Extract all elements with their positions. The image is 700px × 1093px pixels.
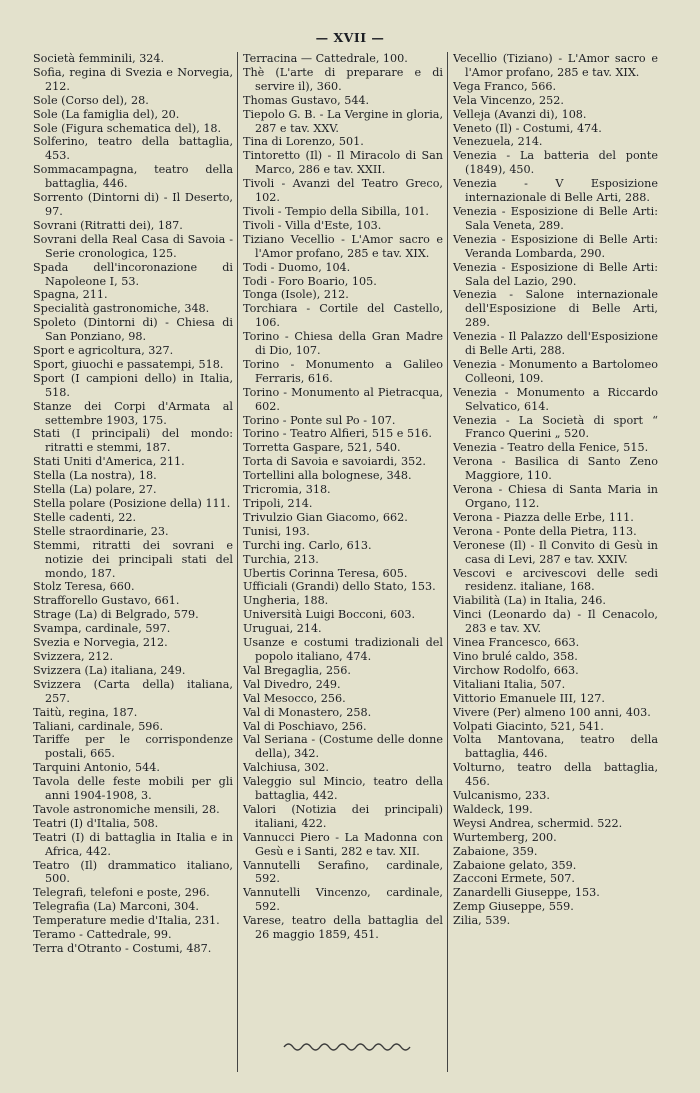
index-entry: Tortellini alla bolognese, 348.	[243, 469, 412, 483]
index-entry: Val Bregaglia, 256.	[243, 663, 351, 677]
index-entry: Società femminili, 324.	[33, 52, 165, 65]
index-entry: Sport e agricoltura, 327.	[33, 344, 174, 358]
index-entry: Tavola delle feste mobili per gli anni 1904-1908, 3.	[33, 775, 233, 803]
index-column-1	[33, 52, 233, 1075]
index-entry: Taitù, regina, 187.	[33, 705, 138, 719]
index-entry: Tavole astronomiche mensili, 28.	[33, 802, 220, 816]
index-entry: Torino - Monumento a Galileo Ferraris, 616.	[243, 357, 443, 385]
index-entry: Temperature medie d'Italia, 231.	[33, 914, 220, 928]
index-entry: Solferino, teatro della battaglia, 453.	[33, 135, 233, 163]
index-entry: Sole (La famiglia del), 20.	[33, 107, 180, 121]
index-entry: Vinci (Leonardo da) - Il Cenacolo, 283 e tav. XV.	[453, 608, 658, 636]
index-entry: Stelle straordinarie, 23.	[33, 524, 169, 538]
index-entry: Tonga (Isole), 212.	[243, 288, 349, 302]
index-entry: Sport (I campioni dello) in Italia, 518.	[33, 371, 233, 399]
index-entry: Telegrafi, telefoni e poste, 296.	[33, 886, 210, 900]
index-entry: Valori (Notizia dei principali) italiani, 422.	[243, 802, 443, 830]
index-entry: Zacconi Ermete, 507.	[453, 872, 575, 886]
index-entry: Usanze e costumi tradizionali del popolo italiano, 474.	[243, 636, 443, 663]
index-entry: Vela Vincenzo, 252.	[453, 93, 564, 107]
index-entry: Vannutelli Serafino, cardinale, 592.	[243, 858, 443, 886]
index-entry: Venezia - Esposizione di Belle Arti: Sala Veneta, 289.	[453, 204, 658, 232]
index-entry: Taliani, cardinale, 596.	[33, 719, 164, 733]
index-entry: Val Seriana - (Costume delle donne della), 342.	[243, 733, 443, 761]
index-entry: Venezia - Esposizione di Belle Arti: Veranda Lombarda, 290.	[453, 232, 658, 260]
index-entry: Tripoli, 214.	[243, 497, 313, 510]
index-entry: Virchow Rodolfo, 663.	[453, 663, 579, 677]
index-entry: Ungheria, 188.	[243, 594, 329, 608]
index-entry: Zabaione gelato, 359.	[453, 858, 577, 872]
index-entry: Tina di Lorenzo, 501.	[243, 135, 364, 149]
index-entry: Torino - Monumento al Pietracqua, 602.	[243, 385, 443, 413]
index-entry: Sport, giuochi e passatempi, 518.	[33, 357, 224, 371]
index-entry: Stella (La nostra), 18.	[33, 469, 157, 483]
index-entry: Svampa, cardinale, 597.	[33, 622, 171, 636]
index-entry: Stolz Teresa, 660.	[33, 580, 135, 594]
index-entry: Verona - Basilica di Santo Zeno Maggiore, 110.	[453, 455, 658, 483]
index-entry: Thomas Gustavo, 544.	[243, 93, 370, 107]
index-entry: Spoleto (Dintorni di) - Chiesa di San Ponziano, 98.	[33, 316, 233, 344]
index-entry: Valchiusa, 302.	[243, 761, 329, 775]
index-entry: Torino - Chiesa della Gran Madre di Dio, 107.	[243, 330, 443, 358]
index-entry: Sofia, regina di Svezia e Norvegia, 212.	[33, 65, 233, 93]
index-entry: Torino - Ponte sul Po - 107.	[243, 413, 396, 427]
index-entry: Vittorio Emanuele III, 127.	[453, 691, 605, 705]
index-entry: Zanardelli Giuseppe, 153.	[453, 886, 600, 900]
index-entry: Terracina — Cattedrale, 100.	[243, 52, 408, 65]
index-entry: Teatri (I) di battaglia in Italia e in Africa, 442.	[33, 830, 233, 858]
index-entry: Velleja (Avanzi di), 108.	[453, 107, 587, 121]
index-entry: Stati Uniti d'America, 211.	[33, 455, 185, 469]
index-entry: Vescovi e arcivescovi delle sedi residenz. italiane, 168.	[453, 566, 658, 594]
index-entry: Venezia - Monumento a Riccardo Selvatico, 614.	[453, 385, 658, 413]
index-entry: Stelle cadenti, 22.	[33, 510, 137, 524]
index-entry: Zemp Giuseppe, 559.	[453, 900, 574, 914]
index-entry: Vivere (Per) almeno 100 anni, 403.	[453, 705, 651, 719]
index-entry: Terra d'Otranto - Costumi, 487.	[33, 942, 212, 955]
index-entry: Venezia - V Esposizione internazionale di Belle Arti, 288.	[453, 177, 658, 205]
index-entry: Val Divedro, 249.	[243, 677, 341, 691]
index-entry: Sovrani (Ritratti dei), 187.	[33, 218, 183, 232]
index-entry: Vitaliani Italia, 507.	[453, 677, 566, 691]
index-entry: Sommacampagna, teatro della battaglia, 446.	[33, 163, 233, 191]
index-entry: Venezia - La batteria del ponte (1849), 450.	[453, 149, 658, 177]
index-entry: Venezia - Monumento a Bartolomeo Colleoni, 109.	[453, 357, 658, 385]
index-entry: Volturno, teatro della battaglia, 456.	[453, 761, 658, 789]
index-entry: Valeggio sul Mincio, teatro della battaglia, 442.	[243, 775, 443, 803]
index-entry: Verona - Ponte della Pietra, 113.	[453, 524, 637, 538]
index-entry: Tintoretto (Il) - Il Miracolo di San Marco, 286 e tav. XXII.	[243, 149, 443, 177]
index-entry: Svizzera (Carta della) italiana, 257.	[33, 677, 233, 705]
index-entry: Uruguai, 214.	[243, 622, 322, 636]
index-entry: Sole (Figura schematica del), 18.	[33, 121, 222, 135]
index-entry: Viabilità (La) in Italia, 246.	[453, 594, 606, 608]
index-entry: Tariffe per le corrispondenze postali, 665.	[33, 733, 233, 761]
index-entry: Stella (La) polare, 27.	[33, 483, 157, 497]
index-entry: Torretta Gaspare, 521, 540.	[243, 441, 401, 455]
column-divider	[237, 52, 238, 1072]
index-entry: Tricromia, 318.	[243, 483, 331, 497]
index-entry: Teramo - Cattedrale, 99.	[33, 928, 172, 942]
index-entry: Turchi ing. Carlo, 613.	[243, 538, 372, 552]
index-entry: Verona - Piazza delle Erbe, 111.	[453, 510, 634, 524]
index-entry: Tarquini Antonio, 544.	[33, 761, 160, 775]
index-entry: Telegrafia (La) Marconi, 304.	[33, 900, 199, 914]
index-entry: Zabaione, 359.	[453, 844, 538, 858]
index-entry: Vecellio (Tiziano) - L'Amor sacro e l'Amor profano, 285 e tav. XIX.	[453, 52, 658, 79]
index-entry: Svizzera (La) italiana, 249.	[33, 663, 186, 677]
index-entry: Vannutelli Vincenzo, cardinale, 592.	[243, 886, 443, 914]
index-entry: Weysi Andrea, schermid. 522.	[453, 816, 623, 830]
index-entry: Tivoli - Tempio della Sibilla, 101.	[243, 204, 429, 218]
index-entry: Strage (La) di Belgrado, 579.	[33, 608, 199, 622]
index-entry: Tunisi, 193.	[243, 524, 310, 538]
index-entry: Val Mesocco, 256.	[243, 691, 346, 705]
index-entry: Torta di Savoia e savoiardi, 352.	[243, 455, 426, 469]
index-entry: Sovrani della Real Casa di Savoia - Serie cronologica, 125.	[33, 232, 233, 260]
index-entry: Venezia - Il Palazzo dell'Esposizione di Belle Arti, 288.	[453, 330, 658, 358]
index-entry: Varese, teatro della battaglia del 26 maggio 1859, 451.	[243, 914, 443, 942]
index-entry: Verona - Chiesa di Santa Maria in Organo, 112.	[453, 483, 658, 510]
index-entry: Venezuela, 214.	[453, 135, 543, 149]
index-entry: Venezia - La Società di sport “ Franco Querini „ 520.	[453, 413, 658, 441]
index-entry: Venezia - Salone internazionale dell'Esposizione di Belle Arti, 289.	[453, 288, 658, 330]
index-column-3	[453, 52, 658, 1075]
index-entry: Vannucci Piero - La Madonna con Gesù e i Santi, 282 e tav. XII.	[243, 830, 443, 858]
index-entry: Trivulzio Gian Giacomo, 662.	[243, 510, 408, 524]
index-entry: Turchia, 213.	[243, 552, 319, 566]
index-entry: Stati (I principali) del mondo: ritratti e stemmi, 187.	[33, 427, 233, 455]
index-entry: Volpati Giacinto, 521, 541.	[453, 719, 604, 733]
column-divider	[447, 52, 448, 1072]
index-entry: Torino - Teatro Alfieri, 515 e 516.	[243, 427, 432, 441]
index-entry: Volta Mantovana, teatro della battaglia, 446.	[453, 733, 658, 761]
index-entry: Stemmi, ritratti dei sovrani e notizie dei principali stati del mondo, 187.	[33, 538, 233, 580]
index-entry: Sorrento (Dintorni di) - Il Deserto, 97.	[33, 191, 233, 218]
index-entry: Spagna, 211.	[33, 288, 108, 302]
index-entry: Svizzera, 212.	[33, 649, 114, 663]
index-entry: Teatro (Il) drammatico italiano, 500.	[33, 858, 233, 886]
index-entry: Wurtemberg, 200.	[453, 830, 557, 844]
index-entry: Vulcanismo, 233.	[453, 789, 550, 803]
index-entry: Thè (L'arte di preparare e di servire il), 360.	[243, 65, 443, 93]
index-entry: Stella polare (Posizione della) 111.	[33, 497, 231, 510]
index-entry: Vino brulé caldo, 358.	[453, 649, 578, 663]
index-entry: Ufficiali (Grandi) dello Stato, 153.	[243, 580, 436, 594]
index-entry: Veronese (Il) - Il Convito di Gesù in casa di Levi, 287 e tav. XXIV.	[453, 538, 658, 566]
index-entry: Venezia - Esposizione di Belle Arti: Sala del Lazio, 290.	[453, 260, 658, 288]
index-entry: Venezia - Teatro della Fenice, 515.	[453, 441, 649, 455]
index-entry: Todi - Foro Boario, 105.	[243, 274, 377, 288]
index-entry: Specialità gastronomiche, 348.	[33, 302, 210, 316]
wavy-line-ornament	[282, 1040, 417, 1054]
index-entry: Università Luigi Bocconi, 603.	[243, 608, 416, 622]
index-entry: Torchiara - Cortile del Castello, 106.	[243, 302, 443, 330]
index-entry: Veneto (Il) - Costumi, 474.	[453, 121, 602, 135]
index-entry: Ubertis Corinna Teresa, 605.	[243, 566, 408, 580]
index-entry: Stanze dei Corpi d'Armata al settembre 1903, 175.	[33, 399, 233, 427]
index-entry: Teatri (I) d'Italia, 508.	[33, 816, 159, 830]
index-entry: Tivoli - Avanzi del Teatro Greco, 102.	[243, 177, 443, 205]
index-column-2	[243, 52, 443, 1075]
index-entry: Tiepolo G. B. - La Vergine in gloria, 287 e tav. XXV.	[243, 107, 443, 135]
index-entry: Vinea Francesco, 663.	[453, 636, 580, 650]
index-entry: Waldeck, 199.	[453, 802, 533, 816]
index-entry: Zilia, 539.	[453, 914, 511, 928]
index-entry: Tiziano Vecellio - L'Amor sacro e l'Amor profano, 285 e tav. XIX.	[243, 232, 443, 260]
index-entry: Tivoli - Villa d'Este, 103.	[243, 218, 382, 232]
index-entry: Val di Monastero, 258.	[243, 705, 372, 719]
index-entry: Val di Poschiavo, 256.	[243, 719, 367, 733]
index-entry: Todi - Duomo, 104.	[243, 260, 351, 274]
index-entry: Sole (Corso del), 28.	[33, 93, 149, 107]
index-entry: Svezia e Norvegia, 212.	[33, 636, 168, 650]
index-entry: Strafforello Gustavo, 661.	[33, 594, 180, 608]
index-entry: Spada dell'incoronazione di Napoleone I, 53.	[33, 260, 233, 288]
page-number-header: — XVII —	[315, 30, 385, 45]
index-entry: Vega Franco, 566.	[453, 79, 557, 93]
